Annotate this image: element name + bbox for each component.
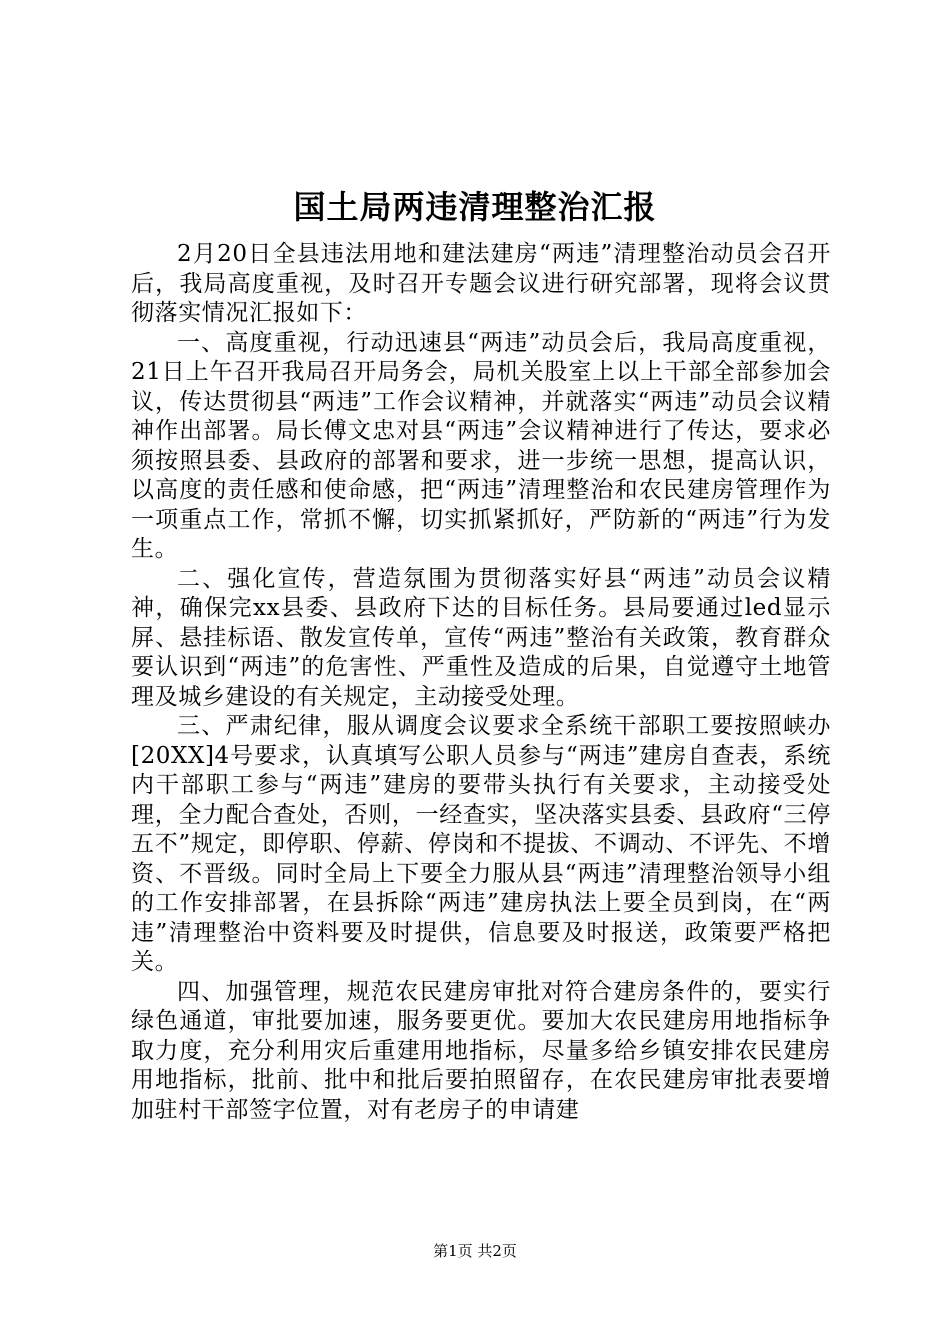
paragraph-section-4: 四、加强管理，规范农民建房审批对符合建房条件的，要实行绿色通道，审批要加速，服务要更优。要加大农民建房用地指标争取力度，充分利用灾后重建用地指标，尽量多给乡镇安排农民建房用地指标，批前、批中和批后要拍照留存，在农民建房审批表要增加驻村干部签字位置，对有老房子的申请建 [131,978,831,1123]
paragraph-section-2: 二、强化宣传，营造氛围为贯彻落实好县“两违”动员会议精神，确保完xx县委、县政府下达的目标任务。县局要通过led显示屏、悬挂标语、散发宣传单，宣传“两违”整治有关政策，教育群众要认识到“两违”的危害性、严重性及造成的后果，自觉遵守土地管理及城乡建设的有关规定，主动接受处理。 [131,565,831,710]
page-number-footer: 第1页 共2页 [433,1242,517,1260]
paragraph-intro: 2月20日全县违法用地和建法建房“两违”清理整治动员会召开后，我局高度重视，及时召开专题会议进行研究部署，现将会议贯彻落实情况汇报如下： [131,241,831,326]
paragraph-section-3: 三、严肃纪律，服从调度会议要求全系统干部职工要按照峡办[20XX]4号要求，认真填写公职人员参与“两违”建房自查表，系统内干部职工参与“两违”建房的要带头执行有关要求，主动接受处理，全力配合查处，否则，一经查实，坚决落实县委、县政府“三停五不”规定，即停职、停薪、停岗和不提拔、不调动、不评先、不增资、不晋级。同时全局上下要全力服从县“两违”清理整治领导小组的工作安排部署，在县拆除“两违”建房执法上要全员到岗，在“两违”清理整治中资料要及时提供，信息要及时报送，政策要严格把关。 [131,713,831,975]
document-title: 国土局两违清理整治汇报 [293,188,657,226]
document-body [131,240,831,1125]
paragraph-section-1: 一、高度重视，行动迅速县“两违”动员会后，我局高度重视，21日上午召开我局召开局务会，局机关股室上以上干部全部参加会议，传达贯彻县“两违”工作会议精神，并就落实“两违”动员会议精神作出部署。局长傅文忠对县“两违”会议精神进行了传达，要求必须按照县委、县政府的部署和要求，进一步统一思想，提高认识，以高度的责任感和使命感，把“两违”清理整治和农民建房管理作为一项重点工作，常抓不懈，切实抓紧抓好，严防新的“两违”行为发生。 [131,329,831,562]
